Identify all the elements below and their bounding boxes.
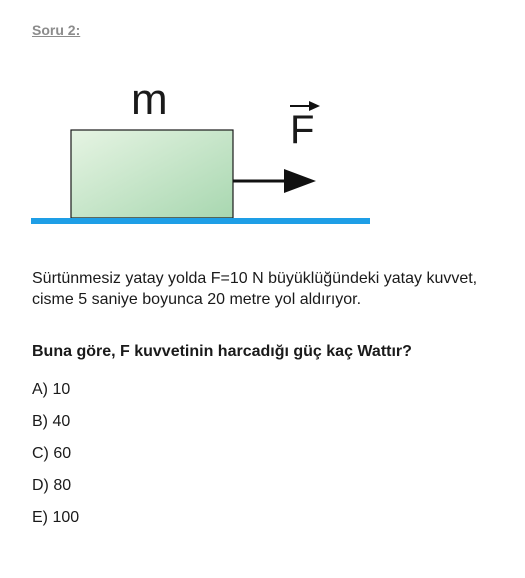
ground-line: [31, 218, 370, 224]
figure-drawing: [0, 0, 525, 240]
option-e[interactable]: E) 100: [32, 509, 80, 526]
physics-figure: [0, 0, 525, 240]
question-text: Buna göre, F kuvvetinin harcadığı güç kaç Wattır?: [32, 343, 412, 360]
mass-label: m: [131, 75, 168, 124]
problem-text: Sürtünmesiz yatay yolda F=10 N büyüklüğündeki yatay kuvvet, cisme 5 saniye boyunca 20 metre yol aldırıyor.: [32, 270, 478, 308]
question-number: Soru 2:: [32, 22, 81, 38]
answer-options: [32, 379, 79, 539]
option-b[interactable]: B) 40: [32, 413, 71, 430]
mass-block: [71, 130, 233, 218]
force-label: F: [290, 108, 315, 152]
option-c[interactable]: C) 60: [32, 445, 72, 462]
force-arrow-head: [284, 169, 316, 193]
option-d[interactable]: D) 80: [32, 477, 72, 494]
option-a[interactable]: A) 10: [32, 381, 71, 398]
